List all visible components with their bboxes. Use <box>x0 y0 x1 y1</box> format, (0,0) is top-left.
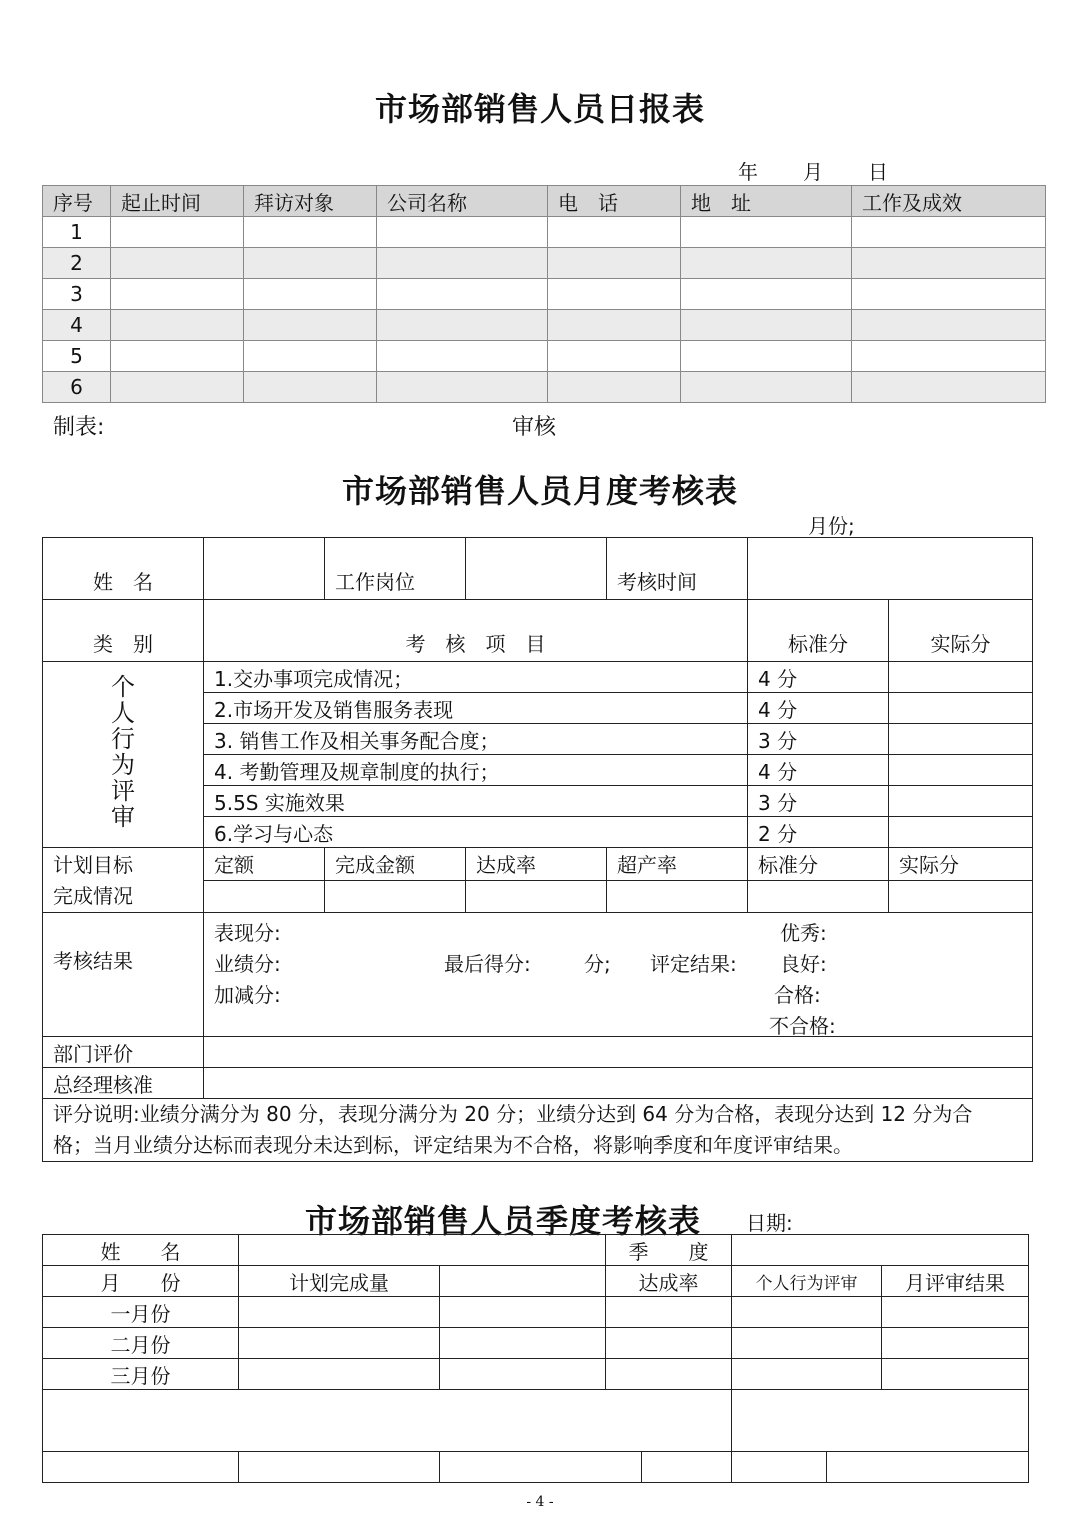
plan-header: 超产率 <box>607 848 748 881</box>
plan-label-line1: 计划目标 <box>53 853 133 877</box>
table-row <box>43 913 1033 1037</box>
time-field[interactable] <box>748 538 1033 600</box>
table-cell[interactable] <box>852 372 1046 403</box>
table-row <box>43 1452 1029 1483</box>
assess-score: 2 分 <box>748 817 889 848</box>
actual-score-field[interactable] <box>889 693 1033 724</box>
table-row <box>43 1328 1029 1359</box>
actual-score-label: 实际分 <box>889 600 1033 662</box>
table-cell[interactable] <box>852 217 1046 248</box>
quarterly-title: 市场部销售人员季度考核表 <box>305 1202 702 1240</box>
daily-header-cell: 工作及成效 <box>852 186 1046 217</box>
biz-label: 业绩分: <box>214 952 281 976</box>
table-cell[interactable] <box>732 1359 882 1390</box>
actual-score-field[interactable] <box>889 817 1033 848</box>
table-cell[interactable] <box>111 279 244 310</box>
row-number: 1 <box>43 217 111 248</box>
table-cell[interactable] <box>111 310 244 341</box>
table-cell[interactable] <box>548 217 681 248</box>
table-cell[interactable] <box>852 279 1046 310</box>
plan-field[interactable] <box>889 880 1033 913</box>
table-cell[interactable] <box>606 1359 732 1390</box>
table-cell[interactable] <box>882 1328 1029 1359</box>
table-row <box>43 1390 1029 1452</box>
table-cell[interactable] <box>642 1452 732 1483</box>
table-row <box>43 538 1033 600</box>
quarterly-date-label: 日期: <box>746 1211 793 1235</box>
daily-header-cell: 拜访对象 <box>244 186 377 217</box>
q-month-name: 三月份 <box>43 1359 239 1390</box>
scoring-note <box>43 1099 1033 1162</box>
plan-header: 实际分 <box>889 848 1033 881</box>
table-cell[interactable] <box>377 310 548 341</box>
name-label: 姓 名 <box>43 538 204 600</box>
table-cell[interactable] <box>440 1297 606 1328</box>
table-cell[interactable] <box>239 1359 440 1390</box>
table-cell[interactable] <box>548 310 681 341</box>
daily-date-day: 日 <box>868 160 888 184</box>
daily-header-cell: 起止时间 <box>111 186 244 217</box>
actual-score-field[interactable] <box>889 662 1033 693</box>
table-cell[interactable] <box>440 1359 606 1390</box>
assess-item: 3. 销售工作及相关事务配合度； <box>204 724 748 755</box>
q-plan-label: 计划完成量 <box>239 1266 440 1297</box>
daily-header-cell: 电 话 <box>548 186 681 217</box>
table-row <box>43 1266 1029 1297</box>
table-cell[interactable] <box>681 372 852 403</box>
actual-score-field[interactable] <box>889 755 1033 786</box>
dept-field[interactable] <box>204 1037 1033 1068</box>
scoring-note-line1: 评分说明:业绩分满分为 80 分，表现分满分为 20 分；业绩分达到 64 分为合格，表现分达到 12 分为合 <box>53 1102 973 1126</box>
name-field[interactable] <box>204 538 325 600</box>
table-cell[interactable] <box>239 1452 440 1483</box>
table-row <box>43 248 1046 279</box>
plan-field[interactable] <box>748 880 889 913</box>
table-row <box>43 1068 1033 1099</box>
plan-field[interactable] <box>466 880 607 913</box>
rating-excellent: 优秀: <box>780 921 827 945</box>
gm-field[interactable] <box>204 1068 1033 1099</box>
table-cell[interactable] <box>606 1297 732 1328</box>
table-cell[interactable] <box>681 248 852 279</box>
table-row <box>43 1099 1033 1162</box>
table-cell[interactable] <box>732 1297 882 1328</box>
table-cell[interactable] <box>111 341 244 372</box>
perf-label: 表现分: <box>214 921 281 945</box>
q-month-name: 一月份 <box>43 1297 239 1328</box>
table-cell[interactable] <box>244 279 377 310</box>
table-row <box>43 662 1033 693</box>
position-field[interactable] <box>466 538 607 600</box>
behavior-category-cell <box>43 662 204 848</box>
row-number: 4 <box>43 310 111 341</box>
table-cell[interactable] <box>244 217 377 248</box>
table-cell[interactable] <box>244 310 377 341</box>
scoring-note-line2: 格；当月业绩分达标而表现分未达到标，评定结果为不合格，将影响季度和年度评审结果。 <box>53 1133 853 1157</box>
assess-item: 2.市场开发及销售服务表现 <box>204 693 748 724</box>
assess-item: 6.学习与心态 <box>204 817 748 848</box>
table-cell[interactable] <box>548 341 681 372</box>
time-label: 考核时间 <box>607 538 748 600</box>
table-cell[interactable] <box>239 1297 440 1328</box>
table-cell[interactable] <box>548 248 681 279</box>
row-number: 2 <box>43 248 111 279</box>
assess-score: 4 分 <box>748 755 889 786</box>
table-row <box>43 372 1046 403</box>
final-unit: 分; <box>584 952 611 976</box>
assess-score: 4 分 <box>748 693 889 724</box>
daily-header-cell: 地 址 <box>681 186 852 217</box>
daily-title: 市场部销售人员日报表 <box>374 90 705 128</box>
actual-score-field[interactable] <box>889 786 1033 817</box>
table-cell[interactable] <box>377 279 548 310</box>
table-row <box>43 848 1033 881</box>
row-number: 6 <box>43 372 111 403</box>
behavior-category: 个人行为评审 <box>111 673 135 831</box>
table-cell[interactable] <box>548 279 681 310</box>
assess-item: 5.5S 实施效果 <box>204 786 748 817</box>
table-cell[interactable] <box>377 341 548 372</box>
actual-score-field[interactable] <box>889 724 1033 755</box>
assess-item: 1.交办事项完成情况； <box>204 662 748 693</box>
plan-field[interactable] <box>204 880 325 913</box>
dept-label: 部门评价 <box>43 1037 204 1068</box>
page-number: - 4 - <box>526 1494 554 1510</box>
daily-date-year: 年 <box>738 160 758 184</box>
table-cell[interactable] <box>852 341 1046 372</box>
q-season-field[interactable] <box>732 1235 1029 1266</box>
q-month-name: 二月份 <box>43 1328 239 1359</box>
table-cell[interactable] <box>43 1452 239 1483</box>
plan-header: 标准分 <box>748 848 889 881</box>
assess-score: 4 分 <box>748 662 889 693</box>
quarterly-table <box>42 1234 1029 1483</box>
plan-header: 完成金额 <box>325 848 466 881</box>
table-cell[interactable] <box>732 1328 882 1359</box>
daily-header-cell: 序号 <box>43 186 111 217</box>
table-row <box>43 1235 1029 1266</box>
assess-score: 3 分 <box>748 786 889 817</box>
plan-label-cell <box>43 848 204 913</box>
table-row <box>43 279 1046 310</box>
q-summary-field-right[interactable] <box>732 1390 1029 1452</box>
q-name-label: 姓 名 <box>43 1235 239 1266</box>
table-cell[interactable] <box>882 1359 1029 1390</box>
daily-date-month: 月 <box>803 160 823 184</box>
row-number: 3 <box>43 279 111 310</box>
q-result-label: 月评审结果 <box>882 1266 1029 1297</box>
plan-header: 定额 <box>204 848 325 881</box>
plan-header: 达成率 <box>466 848 607 881</box>
table-cell[interactable] <box>681 217 852 248</box>
table-row <box>43 217 1046 248</box>
monthly-month-label: 月份; <box>808 514 855 538</box>
row-number: 5 <box>43 341 111 372</box>
table-cell[interactable] <box>111 217 244 248</box>
plan-field[interactable] <box>607 880 748 913</box>
q-plan-field <box>440 1266 606 1297</box>
result-cell <box>204 913 1033 1037</box>
final-label: 最后得分: <box>444 952 531 976</box>
table-cell[interactable] <box>681 341 852 372</box>
monthly-table <box>42 537 1033 1162</box>
table-cell[interactable] <box>681 279 852 310</box>
table-cell[interactable] <box>681 310 852 341</box>
table-row <box>43 1037 1033 1068</box>
position-label: 工作岗位 <box>325 538 466 600</box>
table-cell[interactable] <box>827 1452 1029 1483</box>
rating-good: 良好: <box>780 952 827 976</box>
table-cell[interactable] <box>244 248 377 279</box>
table-row <box>43 1359 1029 1390</box>
table-cell[interactable] <box>852 248 1046 279</box>
assess-score: 3 分 <box>748 724 889 755</box>
daily-header-row <box>43 186 1046 217</box>
table-cell[interactable] <box>377 217 548 248</box>
table-cell[interactable] <box>377 248 548 279</box>
table-row <box>43 600 1033 662</box>
table-cell[interactable] <box>377 372 548 403</box>
daily-table <box>42 185 1046 403</box>
table-row <box>43 1297 1029 1328</box>
table-cell[interactable] <box>548 372 681 403</box>
q-rate-label: 达成率 <box>606 1266 732 1297</box>
table-cell[interactable] <box>852 310 1046 341</box>
table-cell[interactable] <box>732 1452 827 1483</box>
item-label: 考 核 项 目 <box>204 600 748 662</box>
table-cell[interactable] <box>606 1328 732 1359</box>
table-row <box>43 341 1046 372</box>
monthly-title: 市场部销售人员月度考核表 <box>341 472 738 510</box>
q-summary-field[interactable] <box>43 1390 732 1452</box>
q-month-label: 月 份 <box>43 1266 239 1297</box>
rating-label: 评定结果: <box>650 952 737 976</box>
table-cell[interactable] <box>882 1297 1029 1328</box>
table-cell[interactable] <box>239 1328 440 1359</box>
table-cell[interactable] <box>111 248 244 279</box>
daily-header-cell: 公司名称 <box>377 186 548 217</box>
table-cell[interactable] <box>244 372 377 403</box>
result-label: 考核结果 <box>43 913 204 1037</box>
q-name-field[interactable] <box>239 1235 606 1266</box>
table-cell[interactable] <box>440 1328 606 1359</box>
q-behavior-label: 个人行为评审 <box>732 1266 882 1297</box>
gm-label: 总经理核准 <box>43 1068 204 1099</box>
table-cell[interactable] <box>244 341 377 372</box>
table-cell[interactable] <box>440 1452 642 1483</box>
assess-item: 4. 考勤管理及规章制度的执行； <box>204 755 748 786</box>
rating-pass: 合格: <box>774 983 821 1007</box>
table-row <box>43 310 1046 341</box>
table-cell[interactable] <box>111 372 244 403</box>
review-label: 审核 <box>512 415 557 440</box>
rating-fail: 不合格: <box>769 1014 836 1037</box>
plan-label-line2: 完成情况 <box>53 884 133 908</box>
plan-field[interactable] <box>325 880 466 913</box>
q-season-label: 季 度 <box>606 1235 732 1266</box>
std-score-label: 标准分 <box>748 600 889 662</box>
category-label: 类 别 <box>43 600 204 662</box>
maker-label: 制表: <box>53 415 105 440</box>
bonus-label: 加减分: <box>214 983 281 1007</box>
